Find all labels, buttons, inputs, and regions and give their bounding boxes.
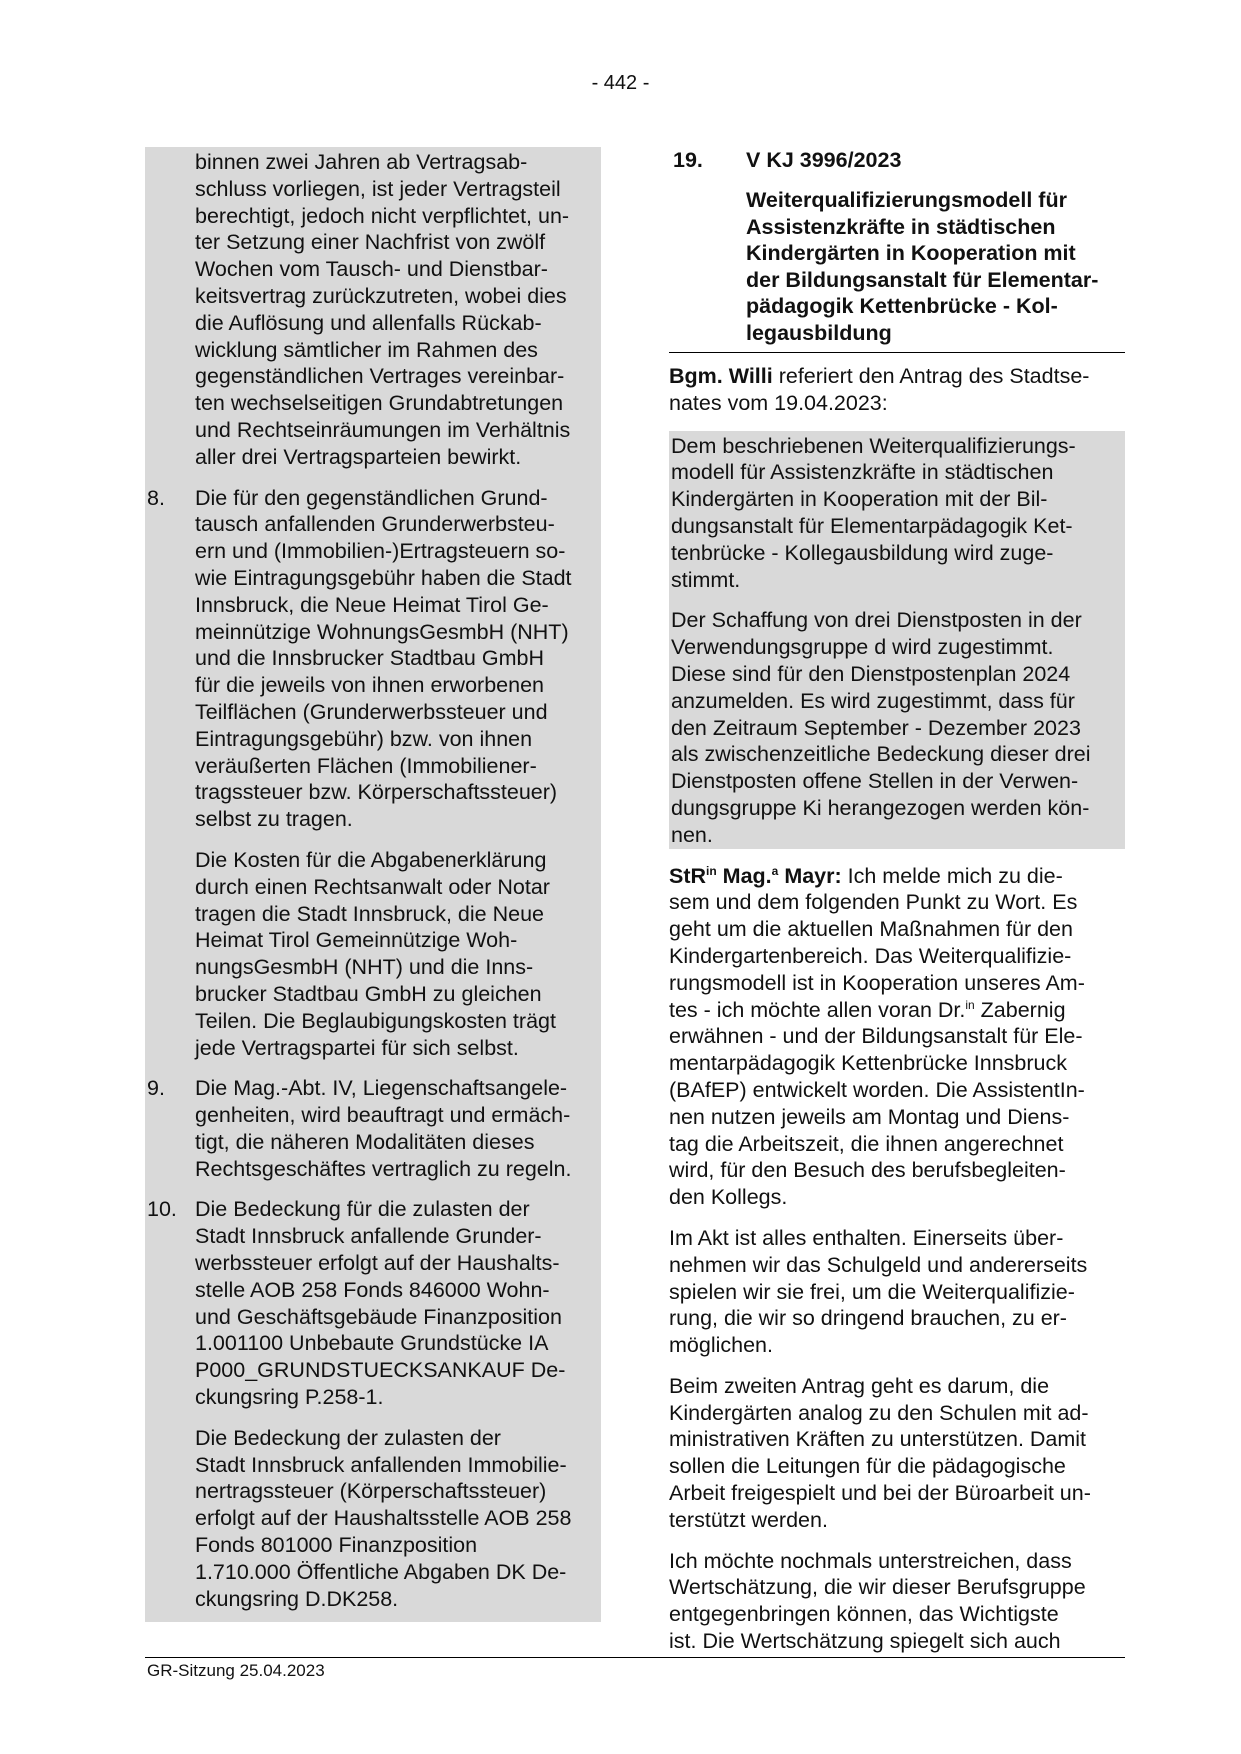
speaker-name: Bgm. Willi (669, 364, 773, 388)
speech-text: Zabernig erwähnen - und der Bildungsanstalt für Ele- mentarpädagogik Kettenbrücke Innsbruck (BAfEP) entwickelt worden. Die AssistentIn- nen nutzen jeweils am Montag und Diens- tag die Arbeitszeit, die ihnen angerechnet wird, für den Besuch des berufsbegleiten- den Kollegs. (669, 997, 1085, 1210)
right-column (669, 147, 1125, 1669)
agenda-item-header (669, 147, 1125, 175)
speech-paragraph: Ich möchte nochmals unterstreichen, dass Wertschätzung, die wir dieser Berufsgruppe entgegenbringen können, das Wichtigste ist. Die Wertschätzung spiegelt sich auch (669, 1548, 1086, 1654)
paragraph: binnen zwei Jahren ab Vertragsab- schluss vorliegen, ist jeder Vertragsteil berechtigt, jedoch nicht verpflichtet, un- ter Setzung einer Nachfrist von zwölf Wochen vom Tausch- und Dienstbar- keitsvertrag zurückzutreten, wobei dies die Auflösung und allenfalls Rückab- wicklung sämtlicher im Rahmen des gegenständlichen Vertrages vereinbar- ten wechselseitigen Grundabtretungen und Rechtseinräumungen im Verhältnis aller drei Vertragsparteien bewirkt. (195, 150, 571, 469)
item-number: 10. (147, 1197, 177, 1222)
page-number: - 442 - (591, 72, 650, 94)
divider (669, 352, 1125, 353)
list-item-9 (145, 1075, 601, 1182)
footer-text: GR-Sitzung 25.04.2023 (147, 1661, 325, 1680)
speaker-name (669, 864, 842, 888)
item-number: 9. (147, 1076, 165, 1101)
agenda-item-code: V KJ 3996/2023 (746, 148, 902, 172)
motion-paragraph: Dem beschriebenen Weiterqualifizierungs- modell für Assistenzkräfte in städtischen Kindergärten in Kooperation mit der Bil- dungsanstalt für Elementarpädagogik Ket- tenbrücke - Kollegausbildung wird zuge- stimmt. (671, 433, 1076, 592)
speech-paragraph: Beim zweiten Antrag geht es darum, die Kindergärten analog zu den Schulen mit ad- ministrativen Kräften zu unterstützen. Damit sollen die Leitungen für die pädagogische Arbeit freigespielt und bei der Büroarbeit un- terstützt werden. (669, 1373, 1091, 1532)
speaker-surname: Mayr: (778, 863, 842, 888)
motion-paragraph: Der Schaffung von drei Dienstposten in der Verwendungsgruppe d wird zugestimmt. Diese sind für den Dienstpostenplan 2024 anzumelden. Es wird zugestimmt, dass für den Zeitraum September - Dezember 2023 als zwischenzeitliche Bedeckung dieser drei Dienstposten offene Stellen in der Verwen- dungsgruppe Ki herangezogen werden kön- nen. (671, 608, 1091, 847)
superscript: a (771, 863, 779, 878)
intro-text: referiert den Antrag des Stadtse- nates vom 19.04.2023: (669, 364, 1090, 415)
superscript: in (965, 997, 975, 1012)
paragraph: Die Bedeckung für die zulasten der Stadt Innsbruck anfallende Grunder- werbssteuer erfolgt auf der Haushalts- stelle AOB 258 Fonds 846000 Wohn- und Geschäftsgebäude Finanzposition 1.001100 Unbebaute Grundstücke IA P000_GRUNDSTUECKSANKAUF De- ckungsring P.258-1. (195, 1197, 566, 1410)
speech-text: Ich melde mich zu die- sem und dem folgenden Punkt zu Wort. Es geht um die aktuellen Maßnahmen für den Kindergartenbereich. Das Weiterqualifizie- rungsmodell ist in Kooperation unseres Am- tes - ich möchte allen voran Dr. (669, 863, 1085, 1022)
superscript: in (706, 863, 717, 878)
paragraph: Die für den gegenständlichen Grund- tausch anfallenden Grunderwerbsteu- ern und (Immobilien-)Ertragsteuern so- wie Eintragungsgebühr haben die Stadt Innsbruck, die Neue Heimat Tirol Ge- meinnützige WohnungsGesmbH (NHT) und die Innsbrucker Stadtbau GmbH für die jeweils von ihnen erworbenen Teilflächen (Grunderwerbssteuer und Eintragungsgebühr) bzw. von ihnen veräußerten Flächen (Immobiliener- tragssteuer bzw. Körperschaftssteuer) selbst zu tragen. (195, 485, 572, 832)
paragraph: Die Mag.-Abt. IV, Liegenschaftsangele- genheiten, wird beauftragt und ermäch- tigt, die näheren Modalitäten dieses Rechtsgeschäftes vertraglich zu regeln. (195, 1076, 572, 1181)
item-number: 8. (147, 485, 165, 510)
speech-paragraph (669, 863, 1125, 1211)
paragraph: Die Kosten für die Abgabenerklärung durch einen Rechtsanwalt oder Notar tragen die Stadt Innsbruck, die Neue Heimat Tirol Gemeinnützige Woh- nungsGesmbH (NHT) und die Inns- brucker Stadtbau GmbH zu gleichen Teilen. Die Beglaubigungskosten trägt jede Vertragspartei für sich selbst. (195, 847, 556, 1060)
speaker-title: StR (669, 863, 707, 888)
list-item-8 (145, 485, 601, 833)
footer-divider (145, 1657, 1125, 1658)
agenda-item-number: 19. (673, 148, 703, 172)
left-column-motion-text (145, 147, 601, 1622)
list-item-10 (145, 1196, 601, 1410)
paragraph: Die Bedeckung der zulasten der Stadt Innsbruck anfallenden Immobilie- nertragssteuer (Körperschaftssteuer) erfolgt auf der Haushaltsstelle AOB 258 Fonds 801000 Finanzposition 1.710.000 Öffentliche Abgaben DK De- ckungsring D.DK258. (195, 1425, 572, 1611)
agenda-item-title: Weiterqualifizierungsmodell für Assistenzkräfte in städtischen Kindergärten in Kooperation mit der Bildungsanstalt für Elementar- pädagogik Kettenbrücke - Kol- legausbildung (746, 188, 1099, 345)
speaker-degree: Mag. (716, 863, 772, 888)
intro-paragraph (669, 363, 1125, 417)
motion-box (669, 431, 1125, 849)
speech-paragraph: Im Akt ist alles enthalten. Einerseits über- nehmen wir das Schulgeld und andererseits spielen wir sie frei, um die Weiterqualifizie- rung, die wir so dringend brauchen, zu er- möglichen. (669, 1225, 1088, 1358)
